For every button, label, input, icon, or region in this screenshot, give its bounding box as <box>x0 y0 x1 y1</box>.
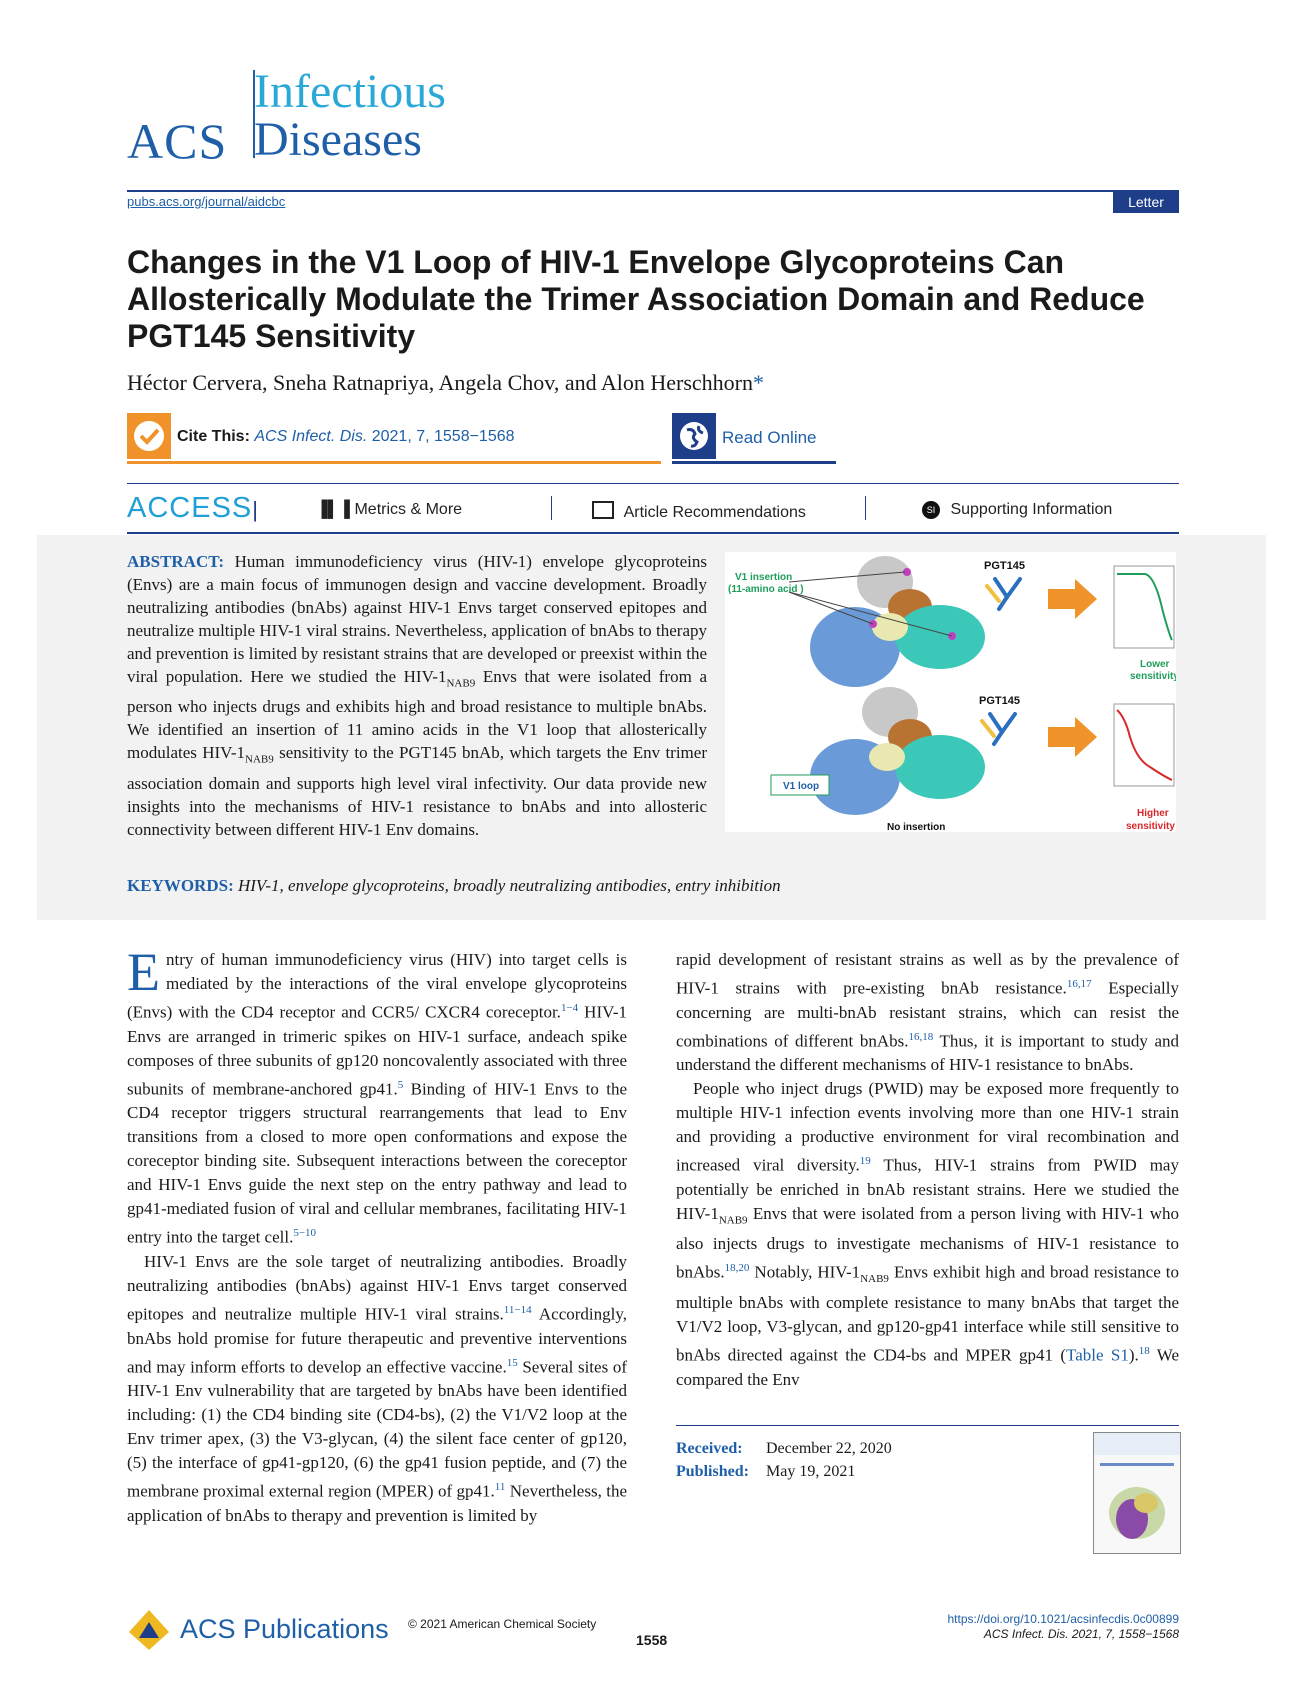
toc-no-insertion: No insertion <box>887 822 946 832</box>
arrow-right-bottom <box>1048 717 1097 757</box>
citation-ref[interactable]: 19 <box>859 1155 871 1168</box>
bar-chart-icon: ▐▌▐ <box>316 501 351 518</box>
antibody-icon-top <box>987 579 1020 609</box>
body-text: Several sites of HIV-1 Env vulnerability that are targeted by bnAbs have been identified including: (1) the CD4 binding site (CD4-bs), (2) the V1/V2 loop at the Env trimer apex, (3) the V3-glycan, (4) the silent face center of gp120, (5) the interface of gp41-gp120, (6) the gp41 fusion peptide, and (7) the membrane proximal external region (MPER) of gp41. <box>127 1357 628 1501</box>
body-column-right <box>676 948 1179 1392</box>
citation-ref[interactable]: 18,20 <box>724 1262 750 1275</box>
toc-lower: Lower <box>1140 659 1170 670</box>
received-label: Received: <box>676 1440 743 1457</box>
citation-ref[interactable]: 1−4 <box>560 1002 579 1014</box>
read-online-label[interactable]: Read Online <box>722 428 817 447</box>
antibody-icon-bottom <box>982 714 1015 744</box>
access-rule-bottom <box>127 532 1179 534</box>
body-text: ntry of human immunodeficiency virus (HIV) into target cells is mediated by the interactions of the viral envelope glycoproteins (Envs) with the CD4 receptor and CCR5/ CXCR4 coreceptor. <box>127 950 627 1022</box>
body-text: Thus, it is important to study and understand the different mechanisms of HIV-1 resistance to bnAbs. <box>676 1031 1180 1075</box>
access-rule-top <box>127 483 1179 484</box>
curve-lower-sensitivity <box>1114 566 1174 648</box>
body-text: Binding of HIV-1 Envs to the CD4 receptor triggers structural rearrangements that lead to Env transitions from a closed to more open conformations and expose the coreceptor binding site. Subsequent interactions between the coreceptor and HIV-1 Envs guide the next step on the entry pathway and lead to gp41-mediated fusion of viral and cellular membranes, facilitating HIV-1 entry into the target cell. <box>127 1079 627 1247</box>
table-s1-link[interactable]: Table S1 <box>1066 1346 1129 1366</box>
body-text: Accordingly, bnAbs hold promise for future therapeutic and preventive interventions and may inform efforts to develop an effective vaccine. <box>127 1304 627 1377</box>
toc-v1-loop: V1 loop <box>783 781 820 792</box>
article-type-badge: Letter <box>1113 191 1179 213</box>
citation-ref[interactable]: 11−14 <box>503 1303 532 1316</box>
access-separator <box>865 496 866 520</box>
copyright-text: © 2021 American Chemical Society <box>408 1617 597 1631</box>
article-recommendations-link[interactable] <box>592 501 806 522</box>
document-icon <box>592 501 614 519</box>
published-label: Published: <box>676 1463 749 1480</box>
abstract-part: Envs that were isolated from a person who injects drugs and exhibits high and broad resistance to multiple bnAbs. We identified an insertion of 11 amino acids in the V1 loop that allosterically modulates HIV-1 <box>127 667 707 763</box>
recommendations-label: Article Recommendations <box>623 504 806 521</box>
env-trimer-structure-bottom <box>810 687 985 815</box>
journal-logo-line2: Diseases <box>254 113 422 166</box>
doi-link[interactable]: https://doi.org/10.1021/acsinfecdis.0c00899 <box>947 1612 1179 1626</box>
author-list <box>127 370 764 396</box>
journal-logo-acs: ACS <box>127 113 228 169</box>
citation-ref[interactable]: 11 <box>494 1481 506 1494</box>
abstract-part: sensitivity to the PGT145 bnAb, which targets the Env trimer association domain and supports high level viral infectivity. Our data provide new insights into the mechanisms of HIV-1 resistance to bnAbs and into allosteric connectivity between different HIV-1 Env domains. <box>127 743 707 839</box>
body-text: Thus, HIV-1 strains from PWID may potentially be enriched in bnAb resistant strains. Here we studied the HIV-1 <box>676 1155 1179 1223</box>
keywords-line <box>127 876 781 896</box>
keywords-text: HIV-1, envelope glycoproteins, broadly neutralizing antibodies, entry inhibition <box>237 876 781 895</box>
body-text: rapid development of resistant strains as well as by the prevalence of HIV-1 strains with pre-existing bnAb resistance. <box>676 950 1179 998</box>
checkmark-icon <box>127 413 171 459</box>
citation-ref[interactable]: 16,17 <box>1066 978 1092 990</box>
journal-cover-thumbnail[interactable] <box>1093 1432 1181 1554</box>
subscript: NAB9 <box>860 1273 889 1286</box>
cite-this-text <box>177 428 515 446</box>
header-rule <box>127 190 1179 192</box>
toc-graphic <box>725 552 1176 832</box>
body-text: HIV-1 Envs are the sole target of neutralizing antibodies. Broadly neutralizing antibodies (bnAbs) against HIV-1 Envs target conserved epitopes and neutralize multiple HIV-1 viral strains. <box>127 1251 627 1324</box>
paragraph <box>676 948 1179 1077</box>
footer-citation: ACS Infect. Dis. 2021, 7, 1558−1568 <box>983 1627 1179 1641</box>
toc-lower-sens: sensitivity <box>1130 671 1176 682</box>
body-text: Envs that were isolated from a person living with HIV-1 who also injects drugs to investigate mechanisms of HIV-1 resistance to bnAbs. <box>676 1203 1179 1283</box>
toc-v1-insertion: V1 insertion <box>735 572 793 583</box>
body-text: We compared the Env <box>676 1346 1179 1390</box>
toc-pgt145-bottom: PGT145 <box>979 695 1020 707</box>
curve-higher-sensitivity <box>1114 704 1174 786</box>
access-separator <box>551 496 552 520</box>
toc-v1-insertion-sub: (11-amino acid ) <box>728 584 804 595</box>
cite-label: Cite This: <box>177 428 250 445</box>
citation-ref[interactable]: 5 <box>397 1078 404 1091</box>
body-text: Notably, HIV-1 <box>749 1263 861 1283</box>
subscript: NAB9 <box>245 753 274 766</box>
si-badge-icon: SI <box>922 501 940 519</box>
cite-journal[interactable]: ACS Infect. Dis. <box>254 428 368 445</box>
subscript: NAB9 <box>446 677 476 690</box>
metrics-label: Metrics & More <box>354 501 463 518</box>
footer-doi-block <box>900 1612 1179 1642</box>
journal-url-link[interactable]: pubs.acs.org/journal/aidcbc <box>127 194 286 209</box>
subscript: NAB9 <box>718 1214 748 1227</box>
acs-publications-logo-icon <box>127 1608 171 1652</box>
supporting-information-link[interactable] <box>922 501 1112 519</box>
corresponding-author-mark[interactable]: * <box>753 370 765 395</box>
dropcap: E <box>127 942 160 1002</box>
toc-pgt145-top: PGT145 <box>984 560 1025 572</box>
toc-higher-sens: sensitivity <box>1126 821 1175 832</box>
dates-rule <box>676 1425 1179 1426</box>
acs-publications-wordmark: ACS Publications <box>180 1614 389 1644</box>
keywords-label: KEYWORDS: <box>127 876 234 895</box>
citation-ref[interactable]: 18 <box>1138 1345 1150 1358</box>
paragraph <box>676 1077 1179 1392</box>
cite-ref[interactable]: 2021, 7, 1558−1568 <box>371 428 515 445</box>
body-text: ). <box>1128 1346 1139 1366</box>
body-text: People who inject drugs (PWID) may be exposed more frequently to multiple HIV-1 infection events involving more than one HIV-1 strain and providing a productive environment for viral recombination and increased viral diversity. <box>676 1079 1179 1175</box>
body-text: HIV-1 Envs are arranged in trimeric spikes on HIV-1 surface, andeach spike composes of three subunits of gp120 noncovalently associated with three subunits of membrane-anchored gp41. <box>127 1002 627 1099</box>
access-label: ACCESS| <box>127 492 259 524</box>
metrics-link[interactable] <box>316 501 462 519</box>
arrow-right-top <box>1048 579 1097 619</box>
toc-higher: Higher <box>1137 808 1169 819</box>
body-text: Especially concerning are multi-bnAb resistant strains, which can resist the combinations of different bnAbs. <box>676 978 1179 1051</box>
body-text: Envs exhibit high and broad resistance to multiple bnAbs with complete resistance to many bnAbs that target the V1/V2 loop, V3-glycan, and gp120-gp41 interface while still sensitive to bnAbs directed against the CD4-bs and MPER gp41 ( <box>676 1263 1180 1366</box>
paragraph <box>127 942 627 1250</box>
article-title: Changes in the V1 Loop of HIV-1 Envelope Glycoproteins Can Allosterically Modulate the Trimer Association Domain and Reduce PGT145 Sensitivity <box>127 244 1145 354</box>
globe-icon <box>672 413 716 459</box>
supporting-label: Supporting Information <box>950 501 1113 518</box>
abstract-label: ABSTRACT: <box>127 552 224 571</box>
page-number: 1558 <box>636 1632 668 1648</box>
body-column-left <box>127 942 628 1528</box>
article-dates <box>676 1437 892 1483</box>
received-date: December 22, 2020 <box>766 1440 892 1457</box>
authors-text: Héctor Cervera, Sneha Ratnapriya, Angela Chov, and Alon Herschhorn <box>127 370 754 395</box>
paragraph <box>127 1250 627 1528</box>
citation-ref[interactable]: 5−10 <box>293 1227 317 1240</box>
citation-ref[interactable]: 15 <box>506 1356 518 1369</box>
journal-logo-line1: Infectious <box>254 65 446 118</box>
citation-ref[interactable]: 16,18 <box>908 1030 934 1043</box>
published-date: May 19, 2021 <box>766 1463 856 1480</box>
abstract-part: Human immunodeficiency virus (HIV-1) envelope glycoproteins (Envs) are a main focus of immunogen design and vaccine development. Broadly neutralizing antibodies (bnAbs) against HIV-1 Envs target conserved epitopes and neutralize multiple HIV-1 viral strains. Nevertheless, application of bnAbs to therapy and prevention is limited by resistant strains that are developed or preexist within the viral population. Here we studied the HIV-1 <box>127 552 707 686</box>
abstract-text <box>127 550 707 841</box>
body-text: Nevertheless, the application of bnAbs to therapy and prevention is limited by <box>127 1481 627 1525</box>
